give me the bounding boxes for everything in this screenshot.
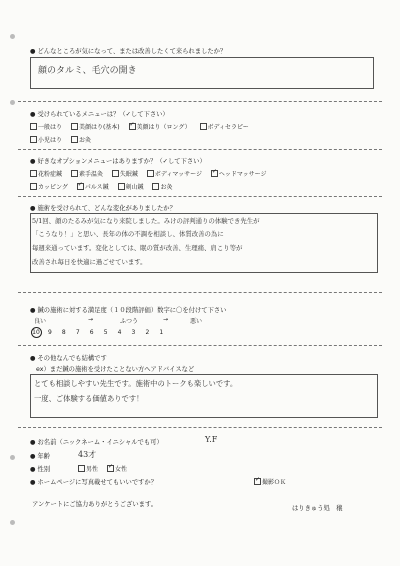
age-label: ● 年齢 [30, 453, 51, 460]
scale-number-selected[interactable]: 10 [32, 329, 40, 336]
q3-option[interactable]: 剣山鍼 [118, 182, 144, 191]
scale-number[interactable]: 8 [61, 329, 66, 336]
q3-label: ● 好きなオプションメニューはありますか？（✓して下さい） [30, 158, 206, 165]
q2-option[interactable]: お灸 [71, 135, 91, 144]
checkbox[interactable] [112, 170, 119, 177]
q1-answer: 顔のタルミ、毛穴の開き [38, 66, 137, 76]
checkbox[interactable] [71, 123, 78, 130]
scale-number[interactable]: 6 [89, 329, 94, 336]
scale-number[interactable]: 7 [75, 329, 80, 336]
checkbox[interactable] [30, 123, 37, 130]
hp-label: ● ホームページに写真載せてもいいですか？ [30, 479, 158, 486]
age-value: 43才 [78, 450, 97, 459]
checkbox[interactable] [30, 136, 37, 143]
scale-number[interactable]: 3 [131, 329, 136, 336]
scale-number[interactable]: 9 [48, 329, 52, 336]
q3-option[interactable]: ✓ ヘッドマッサージ [211, 169, 267, 178]
checkbox-checked[interactable] [129, 123, 136, 130]
q1-label: ● どんなところが気になって、または改善したくて来られましたか？ [30, 48, 227, 55]
gender-male-option[interactable]: 男性 [78, 464, 98, 473]
gender-female-option[interactable]: ✓ 女性 [107, 464, 127, 473]
checkbox[interactable] [30, 170, 37, 177]
name-value: Y.F [205, 435, 218, 444]
q6-answer-line: 一度、ご体験する価値ありです！ [34, 394, 144, 403]
q6-label: ● その他なんでも結構です [30, 355, 107, 362]
name-label: ● お名前（ニックネーム・イニシャルでも可） [30, 439, 163, 446]
q4-label: ● 施術を受けられて、どんな変化がありましたか？ [30, 205, 176, 212]
divider [18, 101, 382, 102]
q2-options-row-2 [30, 135, 98, 144]
q3-option[interactable]: 素手温灸 [71, 169, 103, 178]
checkbox-checked[interactable] [77, 183, 84, 190]
checkbox[interactable] [30, 183, 37, 190]
scale-mid-label: ふつう [120, 318, 139, 325]
q2-option[interactable]: ✓ 美顔はり（ロング） [129, 122, 191, 131]
q3-option[interactable]: ✓ パルス鍼 [77, 182, 109, 191]
q2-option[interactable]: 小児はり [30, 135, 62, 144]
scale-bad-label: 悪い [190, 318, 203, 325]
scale-arrow: → [163, 316, 169, 323]
gender-options [78, 464, 134, 473]
scale-arrow: → [88, 316, 94, 323]
photo-ok-option[interactable]: ✓ 撮影ＯＫ [254, 477, 286, 486]
divider [18, 196, 382, 197]
thanks-text: アンケートにご協力ありがとうございます。 [32, 501, 158, 508]
q6-sub-label: ex）まだ鍼の施術を受けたことない方へアドバイスなど [36, 366, 195, 373]
divider [18, 149, 382, 150]
q3-options-row-1 [30, 169, 274, 178]
q3-option[interactable]: ボディマッサージ [147, 169, 202, 178]
q4-answer-line: 5/1回、顔のたるみが気になり来院しました。みけの評判通りの体験でき先生が [32, 217, 260, 225]
divider [18, 345, 382, 346]
checkbox-checked[interactable] [211, 170, 218, 177]
q2-option[interactable]: ボディセラピー [200, 122, 249, 131]
scale-number[interactable]: 1 [159, 329, 164, 336]
q3-option[interactable]: 失眠鍼 [112, 169, 138, 178]
checkbox[interactable] [147, 170, 154, 177]
scale-good-label: 良い [34, 318, 47, 325]
q2-options-row-1 [30, 122, 256, 131]
q3-option[interactable]: カッピング [30, 182, 68, 191]
punch-hole [10, 520, 15, 525]
q3-option[interactable]: 花粉症鍼 [30, 169, 62, 178]
punch-hole [10, 455, 15, 460]
punch-hole [10, 100, 15, 105]
scale-number[interactable]: 2 [145, 329, 150, 336]
gender-label: ● 性別 [30, 466, 51, 473]
satisfaction-scale [30, 327, 167, 338]
divider [18, 292, 382, 293]
checkbox[interactable] [118, 183, 125, 190]
q2-option[interactable]: 一般はり [30, 122, 62, 131]
q4-answer-line: 改善され毎日を快適に過ごせています。 [32, 258, 147, 266]
checkbox[interactable] [71, 136, 78, 143]
q3-options-row-2 [30, 182, 179, 191]
checkbox-checked[interactable] [107, 465, 114, 472]
checkbox[interactable] [78, 465, 85, 472]
clinic-name: はりきゅう処 穣 [292, 505, 343, 512]
checkbox[interactable] [71, 170, 78, 177]
q5-label: ● 鍼の施術に対する満足度（１０段階評価）数字に〇を付けて下さい [30, 307, 227, 314]
q4-answer-line: 毎週来通っています。変化としては、眠の質が改善、生理痛、肩こり等が [32, 244, 243, 252]
divider [18, 427, 382, 428]
checkbox[interactable] [200, 123, 207, 130]
checkbox-checked[interactable] [254, 478, 261, 485]
scale-number[interactable]: 5 [103, 329, 108, 336]
q2-option[interactable]: 美顔はり(基本) [71, 122, 120, 131]
q3-option[interactable]: お灸 [152, 182, 172, 191]
checkbox[interactable] [152, 183, 159, 190]
q4-answer-line: 「こうなり！」と思い、長年の体の不調を相談し、体質改善の為に [32, 230, 224, 238]
punch-hole [10, 34, 15, 39]
scale-number[interactable]: 4 [117, 329, 122, 336]
q2-label: ● 受けられているメニューは？（✓して下さい） [30, 111, 169, 118]
q6-answer-line: とても相談しやすい先生です。施術中のトークも楽しいです。 [34, 379, 238, 388]
